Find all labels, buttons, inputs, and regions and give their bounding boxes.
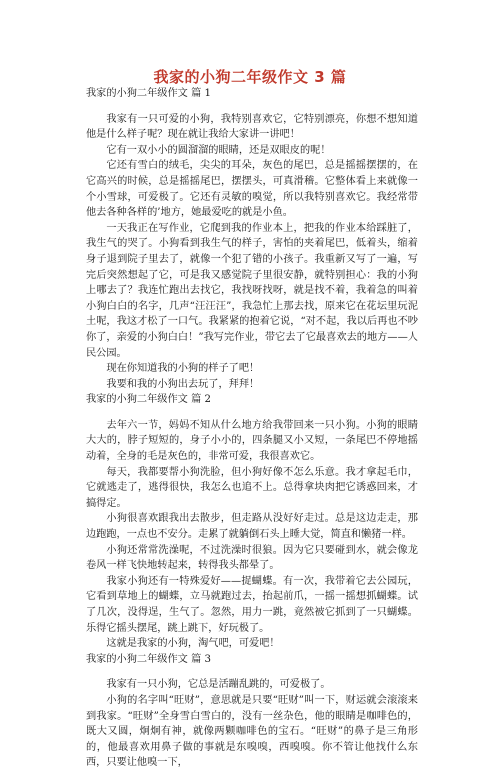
document-body — [86, 86, 418, 771]
paragraph: 每天，我都要帮小狗洗脸，但小狗好像不怎么乐意。我才拿起毛巾，它就逃走了，逃得很快，我怎么也追不上。总得拿块肉把它诱惑回来，才搞得定。 — [86, 466, 418, 509]
paragraph: 现在你知道我的小狗的样子了吧！ — [106, 363, 260, 375]
section-heading: 我家的小狗二年级作文 篇 2 — [86, 394, 212, 406]
paragraph: 我家有一只小狗，它总是活蹦乱跳的，可爱极了。 — [106, 679, 331, 691]
paragraph: 我家有一只可爱的小狗，我特别喜欢它，它特别漂亮，你想不想知道他是什么样子呢？现在就让我给大家讲一讲吧！ — [86, 113, 418, 141]
paragraph: 我要和我的小狗出去玩了，拜拜！ — [106, 378, 260, 390]
section-heading: 我家的小狗二年级作文 篇 3 — [86, 653, 212, 665]
paragraph: 小狗的名字叫“旺财”，意思就是只要“旺财”叫一下，财运就会滚滚来到我家。“旺财”全身雪白雪白的，没有一丝杂色，他的眼睛是咖啡色的，既大又圆，炯炯有神，就像两颗咖啡色的宝石。“旺财”的鼻子是三角形的，他最喜欢用鼻子做的事就是东嗅嗅，西嗅嗅。你不管让他找什么东西，只要让他嗅一下， — [86, 694, 418, 769]
section-heading: 我家的小狗二年级作文 篇 1 — [86, 88, 212, 99]
paragraph: 我家小狗还有一特殊爱好——捉蝴蝶。有一次，我带着它去公园玩，它看到草地上的蝴蝶，立马就跑过去，抬起前爪，一摇一摇想抓蝴蝶。试了几次，没得逞，生气了。忽然，用力一跳，竟然被它抓到了一只蝴蝶。乐得它摇头摆尾，跳上跳下，好玩极了。 — [86, 575, 418, 634]
paragraph: 这就是我家的小狗，淘气吧，可爱吧！ — [106, 638, 280, 650]
paragraph: 小狗还常常洗澡呢，不过洗澡时很狼。因为它只要碰到水，就会像龙卷风一样飞快地转起来，转得我头都晕了。 — [86, 544, 418, 572]
paragraph: 它还有雪白的绒毛，尖尖的耳朵，灰色的尾巴，总是摇摇摆摆的，在它高兴的时候，总是摇摇尾巴，摆摆头，可真滑稽。它整体看上来就像一个小雪球，可爱极了。它还有灵敏的嗅觉，所以我特别喜欢它。我经常带他去各种各样的’地方，她最爱吃的就是小鱼。 — [86, 160, 418, 219]
paragraph: 去年六一节，妈妈不知从什么地方给我带回来一只小狗。小狗的眼睛大大的，脖子短短的，身子小小的，四条腿又小又短，一条尾巴不停地摇动着，全身的毛是灰色的，非常可爱，我很喜欢它。 — [86, 419, 418, 463]
paragraph: 它有一双小小的圆溜溜的眼睛，还是双眼皮的呢！ — [106, 144, 331, 156]
paragraph: 一天我正在写作业，它爬到我的作业本上，把我的作业本给踩脏了，我生气的哭了。小狗看到我生气的样子，害怕的夹着尾巴，低着头，缩着身子退到院子里去了，就像一个犯了错的小孩子。我重新又写了一遍，写完后突然想起了它，可是我又感觉院子里很安静，就特别担心：我的小狗上哪去了？我连忙跑出去找它，我找呀找呀，就是找不着，我着急的叫着小狗白白的名字，几声“汪汪汪”，我急忙上那去找，原来它在花坛里玩泥土呢，我这才松了一口气。我紧紧的抱着它说，“对不起，我以后再也不吵你了，亲爱的小狗白白！”我写完作业，带它去了它最喜欢去的地方——人民公园。 — [86, 222, 418, 359]
paragraph: 小狗很喜欢跟我出去散步，但走路从没好好走过。总是这边走走，那边跑跑，一点也不安分。走累了就躺倒石头上睡大觉，简直和懒猪一样。 — [86, 513, 418, 541]
page-title: 我家的小狗二年级作文 3 篇 — [153, 68, 347, 86]
